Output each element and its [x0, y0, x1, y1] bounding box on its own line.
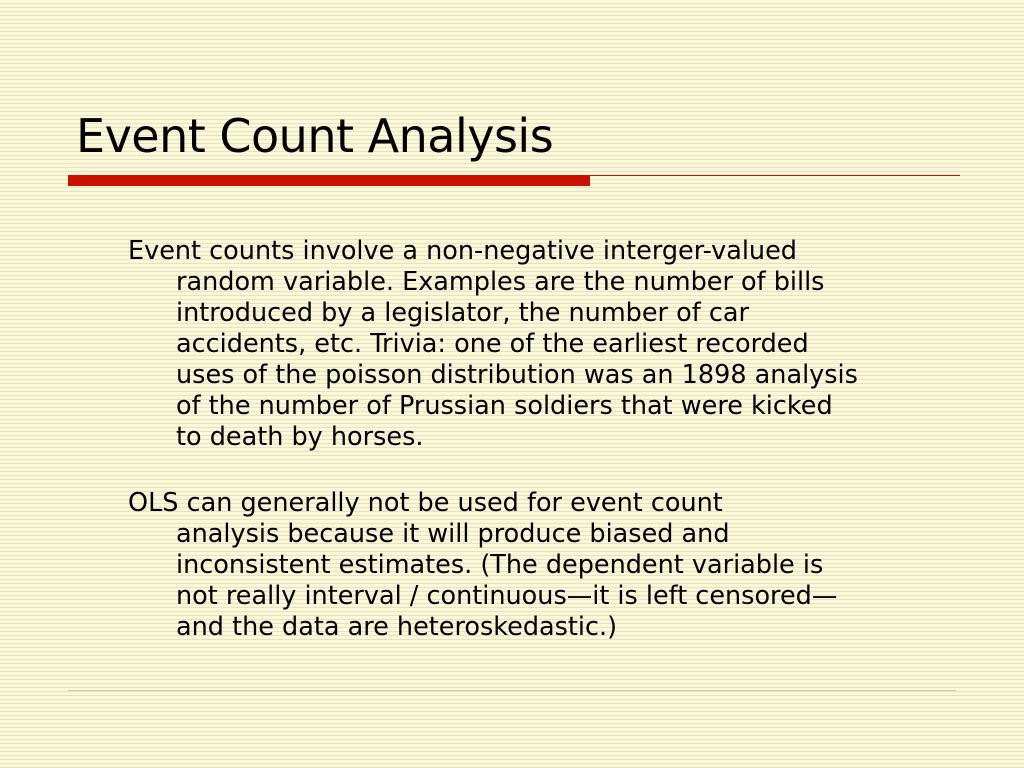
- paragraph-ols: OLS can generally not be used for event count analysis because it will produce biased and inconsistent estimates. (The dependent variable is not really interval / continuous—it is left censored— and the data are heteroskedastic.): [128, 488, 838, 642]
- title-underline-thick: [68, 175, 590, 186]
- slide-body: [128, 236, 958, 678]
- paragraph-event-counts: Event counts involve a non-negative interger-valued random variable. Examples are the number of bills introduced by a legislator, the number of car accidents, etc. Trivia: one of the earliest recorded uses of the poisson distribution was an 1898 analysis of the number of Prussian soldiers that were kicked to death by horses.: [128, 236, 858, 452]
- slide-title: Event Count Analysis: [76, 109, 554, 163]
- title-underline-thin: [590, 175, 960, 176]
- footer-divider: [68, 690, 956, 691]
